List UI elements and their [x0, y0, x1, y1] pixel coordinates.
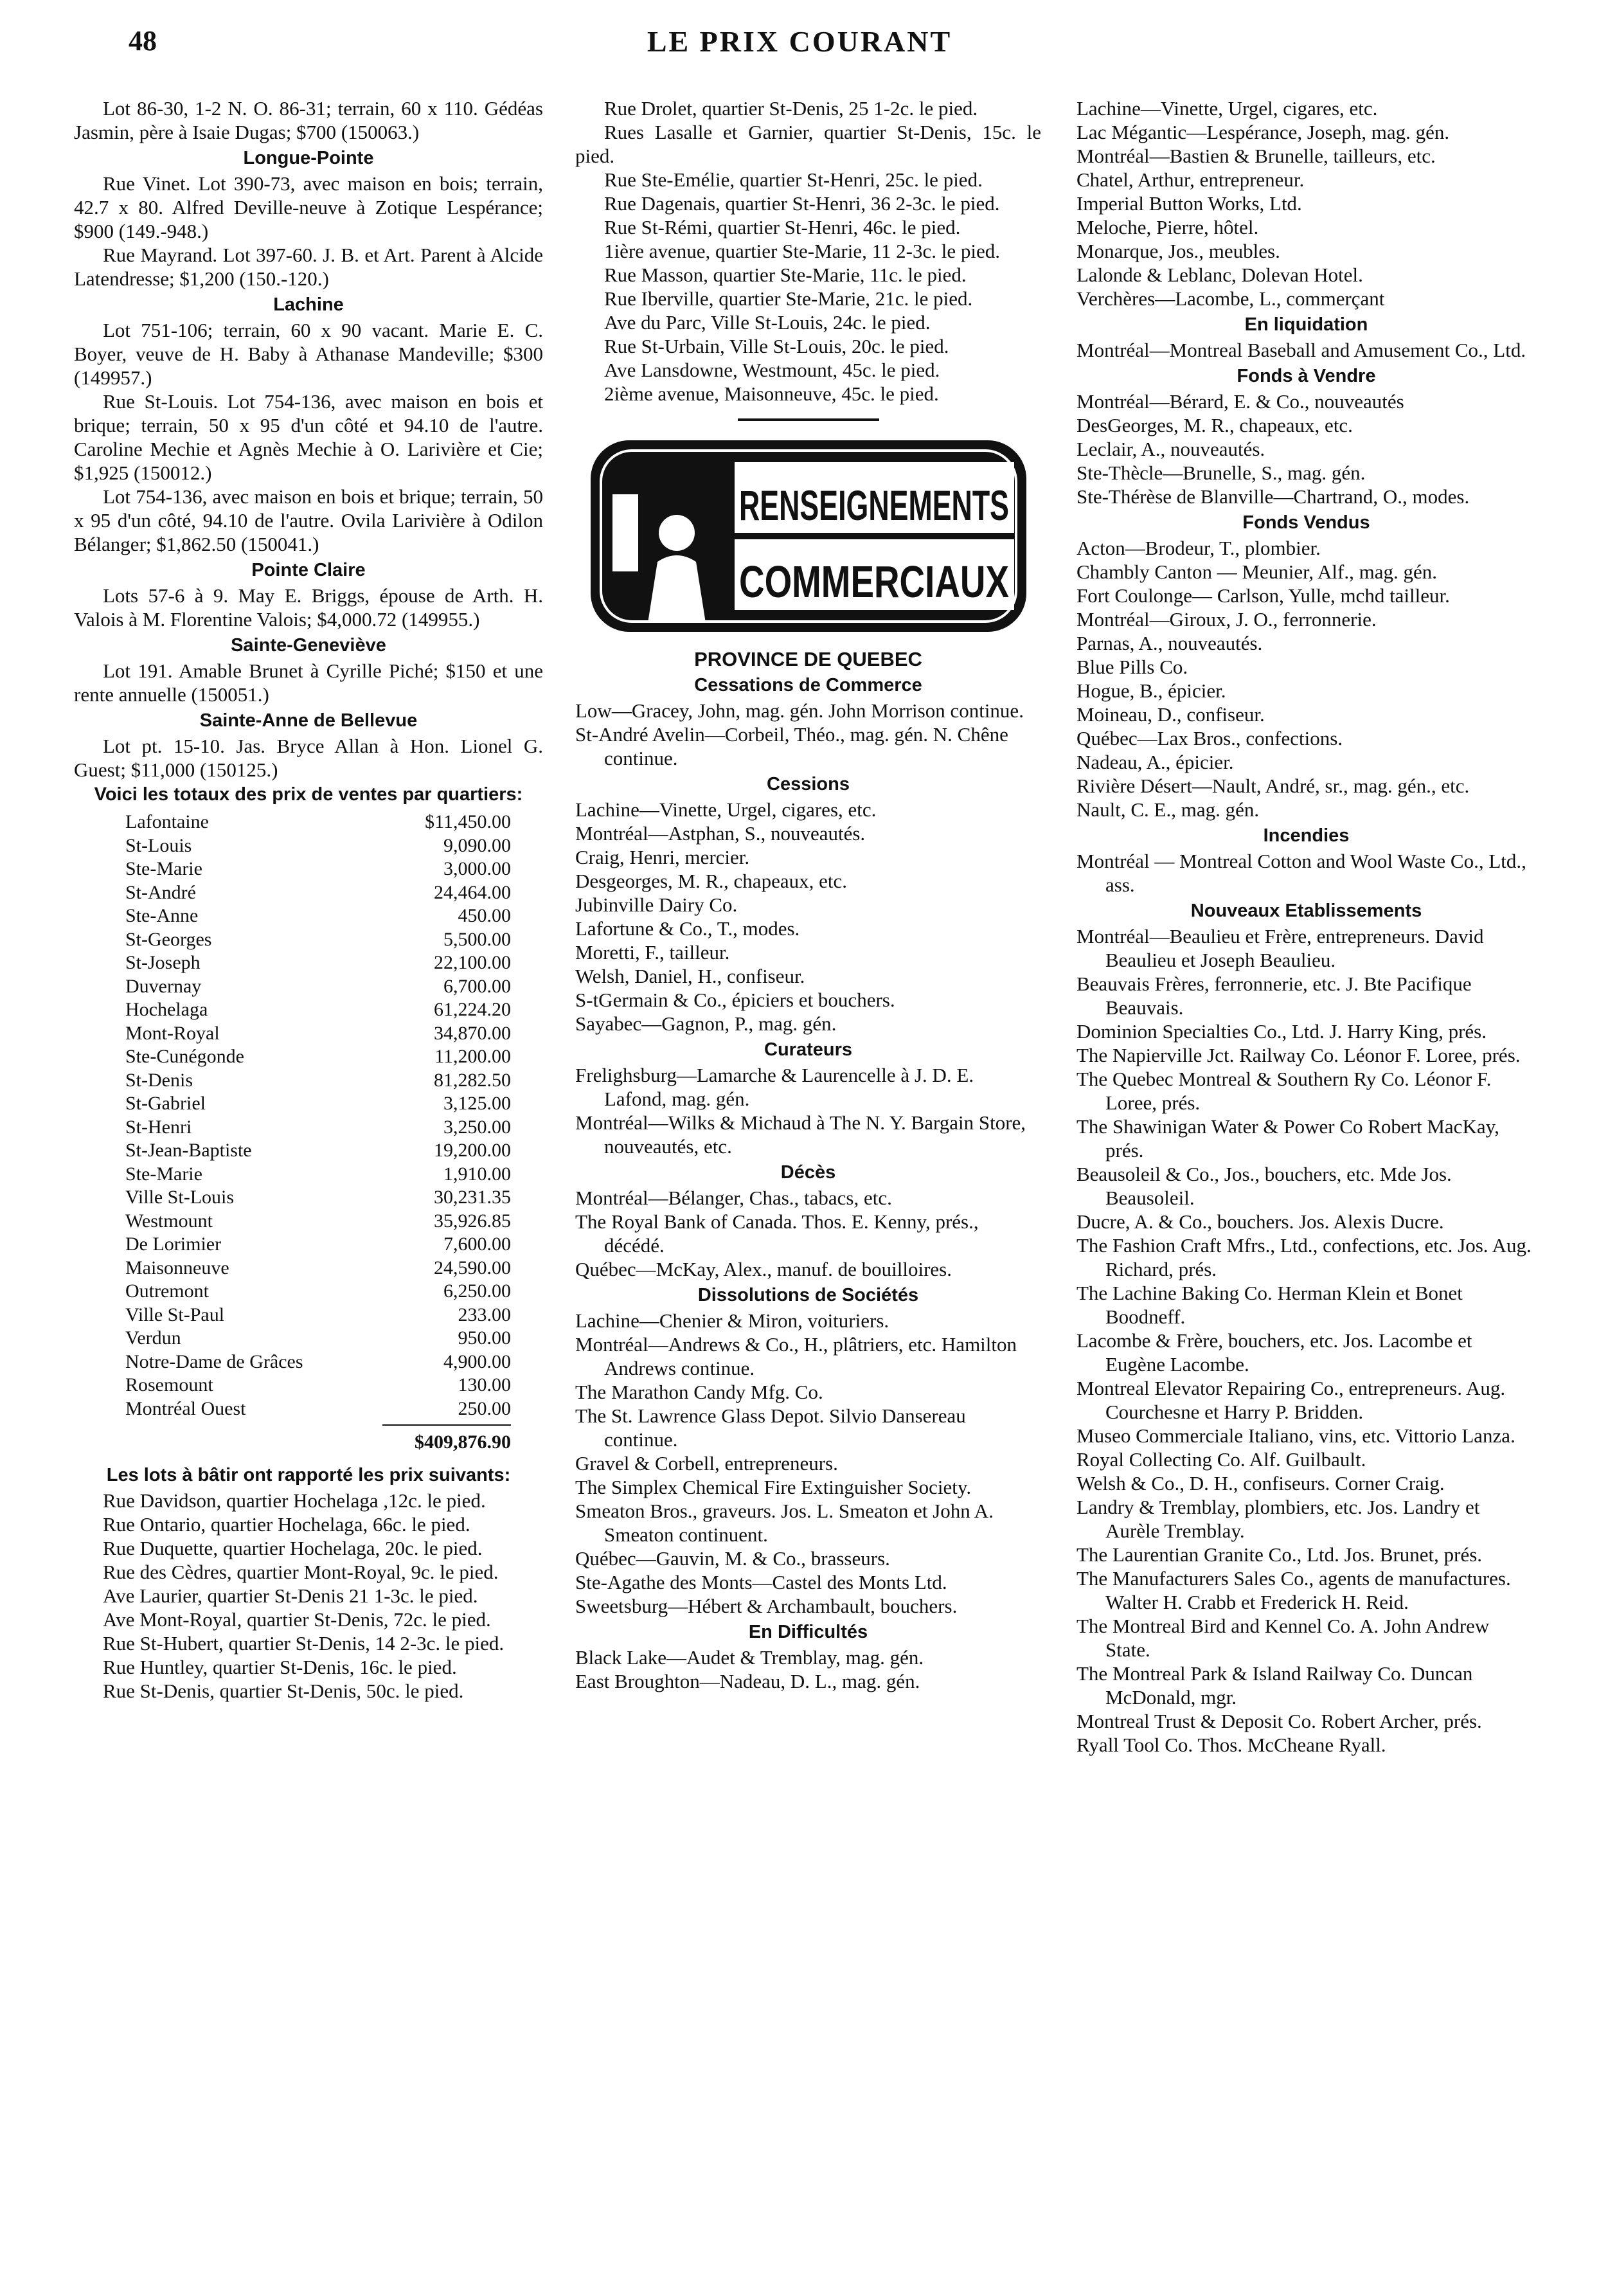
entry: Museo Commerciale Italiano, vins, etc. Vittorio Lanza.	[1076, 1424, 1515, 1447]
entry: Montréal—Bélanger, Chas., tabacs, etc.	[575, 1187, 892, 1209]
lot-price: Rue Dagenais, quartier St-Henri, 36 2-3c. le pied.	[604, 192, 1000, 215]
entry: Ste-Thérèse de Blanville—Chartrand, O., modes.	[1076, 485, 1470, 508]
quarter-total: 19,200.00	[434, 1140, 511, 1161]
entry: Monarque, Jos., meubles.	[1076, 240, 1280, 262]
entry: Hogue, B., épicier.	[1076, 679, 1226, 702]
entry: DesGeorges, M. R., chapeaux, etc.	[1076, 414, 1353, 436]
quarter-total: 6,250.00	[443, 1280, 511, 1302]
entry: Lachine—Vinette, Urgel, cigares, etc.	[575, 798, 877, 821]
entry: Lachine—Chenier & Miron, voituriers.	[575, 1309, 889, 1332]
totals-row	[125, 928, 511, 952]
lots-heading: Les lots à bâtir ont rapporté les prix suivants:	[106, 1464, 511, 1485]
entry: The Manufacturers Sales Co., agents de manufactures. Walter H. Crabb et Frederick H. Reid.	[1076, 1567, 1511, 1613]
quarter-name: Outremont	[125, 1280, 209, 1302]
totals-row	[125, 1045, 511, 1069]
totals-row	[125, 1092, 511, 1116]
entry: Montréal—Giroux, J. O., ferronnerie.	[1076, 608, 1377, 631]
quarter-total: 4,900.00	[443, 1350, 511, 1372]
lot-price: Rue des Cèdres, quartier Mont-Royal, 9c. le pied.	[103, 1560, 499, 1583]
totals-table	[125, 811, 511, 1421]
entry: The Lachine Baking Co. Herman Klein et Bonet Boodneff.	[1076, 1282, 1463, 1328]
quarter-name: Lafontaine	[125, 811, 209, 832]
totals-row	[125, 1069, 511, 1093]
quarter-name: St-Georges	[125, 928, 212, 950]
entry: Lachine—Vinette, Urgel, cigares, etc.	[1076, 97, 1378, 120]
totals-heading: Voici les totaux des prix de ventes par quartiers:	[94, 784, 523, 805]
entry: Lacombe & Frère, bouchers, etc. Jos. Lacombe et Eugène Lacombe.	[1076, 1329, 1472, 1376]
entry: Lot pt. 15-10. Jas. Bryce Allan à Hon. Lionel G. Guest; $11,000 (150125.)	[74, 735, 543, 781]
section-heading: Fonds à Vendre	[1237, 366, 1376, 386]
quarter-name: Ste-Marie	[125, 858, 202, 879]
quarter-name: St-Denis	[125, 1069, 193, 1091]
quarter-total: 233.00	[458, 1304, 511, 1325]
entry: Montréal — Montreal Cotton and Wool Waste Co., Ltd., ass.	[1076, 850, 1526, 896]
column-1	[74, 96, 543, 1703]
entry: Québec—Lax Bros., confections.	[1076, 727, 1343, 749]
section-heading: Pointe Claire	[251, 560, 366, 580]
lot-price: Rue Drolet, quartier St-Denis, 25 1-2c. le pied.	[604, 97, 978, 120]
entry: Montréal—Wilks & Michaud à The N. Y. Bargain Store, nouveautés, etc.	[575, 1111, 1026, 1158]
grand-total-table	[125, 1424, 511, 1455]
entry: Montréal—Astphan, S., nouveautés.	[575, 822, 866, 845]
lot-price: Rue Masson, quartier Ste-Marie, 11c. le pied.	[604, 264, 967, 286]
entry: Sweetsburg—Hébert & Archambault, bouchers.	[575, 1595, 958, 1617]
entry: Chatel, Arthur, entrepreneur.	[1076, 168, 1305, 191]
entry: Imperial Button Works, Ltd.	[1076, 192, 1302, 215]
page-header	[0, 24, 1599, 69]
quarter-name: Rosemount	[125, 1374, 213, 1395]
entry: Parnas, A., nouveautés.	[1076, 632, 1263, 654]
page-number: 48	[129, 25, 157, 57]
section-heading: Sainte-Geneviève	[231, 635, 386, 656]
lot-price: Rues Lasalle et Garnier, quartier St-Denis, 15c. le pied.	[575, 121, 1041, 167]
entry: Montreal Elevator Repairing Co., entrepreneurs. Aug. Courchesne et Harry P. Bridden.	[1076, 1377, 1506, 1423]
quarter-total: 3,000.00	[443, 858, 511, 879]
quarter-total: 3,250.00	[443, 1116, 511, 1138]
entry: Landry & Tremblay, plombiers, etc. Jos. Landry et Aurèle Tremblay.	[1076, 1496, 1480, 1542]
lot-price: Rue St-Hubert, quartier St-Denis, 14 2-3c. le pied.	[103, 1631, 505, 1655]
entry: Québec—McKay, Alex., manuf. de bouilloires.	[575, 1258, 952, 1280]
lot-price: Rue Davidson, quartier Hochelaga ,12c. le pied.	[103, 1489, 486, 1512]
column-3	[1076, 96, 1536, 1757]
entry: Montréal—Montreal Baseball and Amusement Co., Ltd.	[1076, 339, 1526, 361]
totals-row	[125, 1116, 511, 1140]
quarter-name: Maisonneuve	[125, 1257, 229, 1278]
entry: Gravel & Corbell, entrepreneurs.	[575, 1452, 838, 1475]
entry: Montreal Trust & Deposit Co. Robert Archer, prés.	[1076, 1710, 1482, 1732]
entry: The Royal Bank of Canada. Thos. E. Kenny, prés., décédé.	[575, 1210, 979, 1257]
quarter-total: 950.00	[458, 1327, 511, 1349]
entry: The Simplex Chemical Fire Extinguisher Society.	[575, 1476, 972, 1498]
entry: Montréal—Andrews & Co., H., plâtriers, etc. Hamilton Andrews continue.	[575, 1333, 1017, 1379]
quarter-total: 30,231.35	[434, 1187, 511, 1208]
entry: Ste-Thècle—Brunelle, S., mag. gén.	[1076, 462, 1366, 484]
entry: Lafortune & Co., T., modes.	[575, 917, 800, 940]
entry: Rue Vinet. Lot 390-73, avec maison en bois; terrain, 42.7 x 80. Alfred Deville-neuve à Zotique Lespérance; $900 (149.-948.)	[74, 172, 543, 242]
totals-row	[125, 834, 511, 858]
entry: East Broughton—Nadeau, D. L., mag. gén.	[575, 1670, 920, 1692]
totals-row	[125, 1374, 511, 1397]
entry: The Quebec Montreal & Southern Ry Co. Léonor F. Loree, prés.	[1076, 1068, 1492, 1114]
lot-price: Rue Huntley, quartier St-Denis, 16c. le pied.	[103, 1655, 457, 1678]
totals-row	[125, 1257, 511, 1280]
entry: Acton—Brodeur, T., plombier.	[1076, 537, 1321, 559]
entry: Chambly Canton — Meunier, Alf., mag. gén.	[1076, 561, 1437, 583]
entry: Jubinville Dairy Co.	[575, 893, 738, 916]
entry: Smeaton Bros., graveurs. Jos. L. Smeaton et John A. Smeaton continuent.	[575, 1500, 994, 1546]
section-heading: En liquidation	[1244, 314, 1368, 335]
quarter-total: 7,600.00	[443, 1233, 511, 1255]
totals-row	[125, 1022, 511, 1046]
quarter-total: 24,590.00	[434, 1257, 511, 1278]
totals-row	[125, 904, 511, 928]
journal-title: LE PRIX COURANT	[647, 25, 952, 58]
lot-price: 1ière avenue, quartier Ste-Marie, 11 2-3c. le pied.	[604, 240, 1001, 262]
entry: Meloche, Pierre, hôtel.	[1076, 216, 1259, 238]
entry: The Shawinigan Water & Power Co Robert MacKay, prés.	[1076, 1115, 1499, 1161]
entry: Sayabec—Gagnon, P., mag. gén.	[575, 1012, 837, 1035]
entry: Québec—Gauvin, M. & Co., brasseurs.	[575, 1547, 890, 1570]
section-heading: Lachine	[273, 294, 344, 315]
lot-price: Rue Duquette, quartier Hochelaga, 20c. le pied.	[103, 1536, 483, 1559]
quarter-name: Mont-Royal	[125, 1022, 220, 1044]
entry: The Laurentian Granite Co., Ltd. Jos. Brunet, prés.	[1076, 1543, 1483, 1566]
entry: Lot 754-136, avec maison en bois et brique; terrain, 50 x 95 d'un côté, 94.10 de l'autre. Ovila Larivière à Odilon Bélanger; $1,862.50 (150041.)	[74, 485, 543, 555]
entry: St-André Avelin—Corbeil, Théo., mag. gén. N. Chêne continue.	[575, 723, 1008, 769]
quarter-total: 24,464.00	[434, 881, 511, 903]
totals-row	[125, 1397, 511, 1421]
entry: Leclair, A., nouveautés.	[1076, 438, 1265, 460]
lot-price: Ave Laurier, quartier St-Denis 21 1-3c. le pied.	[103, 1584, 478, 1607]
quarter-total: 3,125.00	[443, 1093, 511, 1114]
logo-line-2: COMMERCIAUX	[738, 557, 1009, 607]
quarter-name: Verdun	[125, 1327, 181, 1349]
quarter-total: 250.00	[458, 1397, 511, 1419]
entry: Beausoleil & Co., Jos., bouchers, etc. Mde Jos. Beausoleil.	[1076, 1163, 1452, 1209]
entry: Lot 191. Amable Brunet à Cyrille Piché; $150 et une rente annuelle (150051.)	[74, 659, 543, 706]
quarter-name: Ste-Anne	[125, 905, 199, 926]
totals-row	[125, 811, 511, 834]
quarter-name: St-Jean-Baptiste	[125, 1140, 252, 1161]
lot-prices	[74, 1489, 543, 1703]
totals-row	[125, 1186, 511, 1210]
section-heading: Fonds Vendus	[1242, 512, 1370, 533]
totals-row	[125, 1304, 511, 1327]
entry: Rue Mayrand. Lot 397-60. J. B. et Art. Parent à Alcide Latendresse; $1,200 (150.-120.)	[74, 244, 543, 290]
entry: Dominion Specialties Co., Ltd. J. Harry King, prés.	[1076, 1020, 1487, 1043]
quarter-name: Ste-Cunégonde	[125, 1046, 244, 1067]
lot-prices-continued	[575, 96, 1041, 406]
quarter-total: 5,500.00	[443, 928, 511, 950]
totals-row	[125, 1350, 511, 1374]
sale-sections	[74, 147, 543, 782]
entry: The Napierville Jct. Railway Co. Léonor F. Loree, prés.	[1076, 1044, 1521, 1066]
section-heading: Cessations de Commerce	[694, 675, 922, 695]
entry: Rue St-Louis. Lot 754-136, avec maison en bois et brique; terrain, 50 x 95 d'un côté et 94.10 de l'autre. Caroline Mechie et Agnès Mechie à O. Larivière et Cie; $1,925 (150012.)	[74, 390, 543, 484]
section-heading: Incendies	[1263, 825, 1350, 846]
totals-row	[125, 1327, 511, 1350]
entry: Black Lake—Audet & Tremblay, mag. gén.	[575, 1646, 924, 1669]
quarter-name: Ste-Marie	[125, 1163, 202, 1185]
entry: Lots 57-6 à 9. May E. Briggs, épouse de Arth. H. Valois à M. Florentine Valois; $4,000.72 (149955.)	[74, 584, 543, 631]
quarter-name: St-Joseph	[125, 952, 201, 973]
quarter-total: 81,282.50	[434, 1069, 511, 1091]
entry: The Fashion Craft Mfrs., Ltd., confections, etc. Jos. Aug. Richard, prés.	[1076, 1234, 1532, 1280]
quarter-name: Westmount	[125, 1210, 213, 1232]
entry: The Montreal Park & Island Railway Co. Duncan McDonald, mgr.	[1076, 1662, 1473, 1709]
entry: Lac Mégantic—Lespérance, Joseph, mag. gén.	[1076, 121, 1450, 143]
entry: Moineau, D., confiseur.	[1076, 703, 1265, 726]
quarter-total: 61,224.20	[434, 999, 511, 1020]
totals-row	[125, 857, 511, 881]
quarter-total: 11,200.00	[434, 1046, 511, 1067]
entry: Montréal—Beaulieu et Frère, entrepreneurs. David Beaulieu et Joseph Beaulieu.	[1076, 925, 1484, 971]
divider	[738, 418, 879, 421]
totals-row	[125, 1210, 511, 1233]
entry: Beauvais Frères, ferronnerie, etc. J. Bte Pacifique Beauvais.	[1076, 973, 1472, 1019]
column-2	[575, 96, 1041, 1693]
lot-price: Rue St-Rémi, quartier St-Henri, 46c. le pied.	[604, 216, 961, 238]
quarter-total: 130.00	[458, 1374, 511, 1395]
totals-row	[125, 881, 511, 905]
lot-price: 2ième avenue, Maisonneuve, 45c. le pied.	[604, 382, 939, 405]
section-heading: Sainte-Anne de Bellevue	[199, 710, 418, 731]
entry: Craig, Henri, mercier.	[575, 846, 750, 868]
logo-line-1: RENSEIGNEMENTS	[738, 481, 1009, 529]
quarter-name: St-Henri	[125, 1116, 192, 1138]
commercial-sections-continued	[1076, 313, 1536, 1757]
quarter-name: Montréal Ouest	[125, 1397, 246, 1419]
totals-row	[125, 951, 511, 975]
commercial-sections	[575, 674, 1041, 1693]
entry: Fort Coulonge— Carlson, Yulle, mchd tailleur.	[1076, 584, 1450, 607]
entry: Ryall Tool Co. Thos. McCheane Ryall.	[1076, 1734, 1386, 1756]
entry: The St. Lawrence Glass Depot. Silvio Dansereau continue.	[575, 1404, 966, 1451]
figure-head-icon	[659, 515, 695, 551]
totals-row	[125, 1139, 511, 1163]
totals-row	[125, 998, 511, 1022]
entry: Verchères—Lacombe, L., commerçant	[1076, 287, 1385, 310]
quarter-total: 1,910.00	[443, 1163, 511, 1185]
quarter-name: Ville St-Louis	[125, 1187, 235, 1208]
quarter-total: 34,870.00	[434, 1022, 511, 1044]
quarter-total: $11,450.00	[425, 811, 511, 832]
quarter-name: St-André	[125, 881, 196, 903]
quarter-total: 22,100.00	[434, 952, 511, 973]
lot-price: Rue St-Denis, quartier St-Denis, 50c. le pied.	[103, 1679, 464, 1702]
entry: Blue Pills Co.	[1076, 656, 1188, 678]
section-heading: Nouveaux Etablissements	[1190, 901, 1422, 921]
quarter-name: Ville St-Paul	[125, 1304, 225, 1325]
province-heading: PROVINCE DE QUEBEC	[694, 648, 922, 670]
entry: Nadeau, A., épicier.	[1076, 751, 1234, 773]
totals-row	[125, 1233, 511, 1257]
lot-price: Rue St-Urbain, Ville St-Louis, 20c. le pied.	[604, 335, 949, 357]
lot-price: Rue Ste-Emélie, quartier St-Henri, 25c. le pied.	[604, 168, 983, 191]
section-heading: En Difficultés	[748, 1622, 868, 1642]
quarter-name: Duvernay	[125, 975, 202, 997]
quarter-total: 6,700.00	[443, 975, 511, 997]
entry: Lot 86-30, 1-2 N. O. 86-31; terrain, 60 x 110. Gédéas Jasmin, père à Isaie Dugas; $700 (150063.)	[74, 97, 543, 143]
entry: Lot 751-106; terrain, 60 x 90 vacant. Marie E. C. Boyer, veuve de H. Baby à Athanase Mandeville; $300 (149957.)	[74, 319, 543, 389]
entry: Frelighsburg—Lamarche & Laurencelle à J. D. E. Lafond, mag. gén.	[575, 1064, 974, 1110]
desk-icon	[612, 494, 638, 571]
entry: Royal Collecting Co. Alf. Guilbault.	[1076, 1448, 1366, 1471]
entry: Lalonde & Leblanc, Dolevan Hotel.	[1076, 264, 1363, 286]
entry: Montréal—Bérard, E. & Co., nouveautés	[1076, 390, 1404, 413]
entry: S-tGermain & Co., épiciers et bouchers.	[575, 989, 895, 1011]
quarter-total: 9,090.00	[443, 834, 511, 856]
quarter-name: De Lorimier	[125, 1233, 222, 1255]
en-difficultes-continued	[1076, 96, 1536, 310]
entry: Low—Gracey, John, mag. gén. John Morrison continue.	[575, 699, 1024, 722]
entry: Desgeorges, M. R., chapeaux, etc.	[575, 870, 847, 892]
lot-price: Ave Mont-Royal, quartier St-Denis, 72c. le pied.	[103, 1608, 491, 1631]
entry: Rivière Désert—Nault, André, sr., mag. gén., etc.	[1076, 775, 1470, 797]
quarter-name: St-Louis	[125, 834, 192, 856]
section-heading: Cessions	[767, 774, 850, 794]
quarter-name: Notre-Dame de Grâces	[125, 1350, 303, 1372]
grand-total: $409,876.90	[382, 1425, 511, 1455]
section-heading: Longue-Pointe	[243, 148, 374, 168]
section-heading: Décès	[780, 1162, 836, 1183]
entry: The Marathon Candy Mfg. Co.	[575, 1381, 823, 1403]
quarter-name: St-Gabriel	[125, 1093, 206, 1114]
lot-price: Rue Ontario, quartier Hochelaga, 66c. le pied.	[103, 1512, 470, 1536]
entry: Welsh, Daniel, H., confiseur.	[575, 965, 805, 987]
entry: Ste-Agathe des Monts—Castel des Monts Ltd.	[575, 1571, 947, 1593]
lot-price: Ave Lansdowne, Westmount, 45c. le pied.	[604, 359, 940, 381]
renseignements-logo	[587, 436, 1030, 636]
entry: Ducre, A. & Co., bouchers. Jos. Alexis Ducre.	[1076, 1210, 1444, 1233]
entry: Nault, C. E., mag. gén.	[1076, 798, 1260, 821]
quarter-name: Hochelaga	[125, 999, 208, 1020]
totals-row	[125, 1163, 511, 1187]
entry: The Montreal Bird and Kennel Co. A. John Andrew State.	[1076, 1615, 1490, 1661]
totals-row	[125, 1280, 511, 1304]
section-heading: Dissolutions de Sociétés	[697, 1285, 919, 1305]
lot-price: Ave du Parc, Ville St-Louis, 24c. le pied.	[604, 311, 931, 334]
quarter-total: 450.00	[458, 905, 511, 926]
section-heading: Curateurs	[764, 1039, 852, 1060]
entry: Welsh & Co., D. H., confiseurs. Corner Craig.	[1076, 1472, 1445, 1494]
entry: Montréal—Bastien & Brunelle, tailleurs, etc.	[1076, 145, 1436, 167]
intro-entries	[74, 96, 543, 144]
totals-row	[125, 975, 511, 999]
entry: Moretti, F., tailleur.	[575, 941, 730, 964]
quarter-total: 35,926.85	[434, 1210, 511, 1232]
lot-price: Rue Iberville, quartier Ste-Marie, 21c. le pied.	[604, 287, 973, 310]
